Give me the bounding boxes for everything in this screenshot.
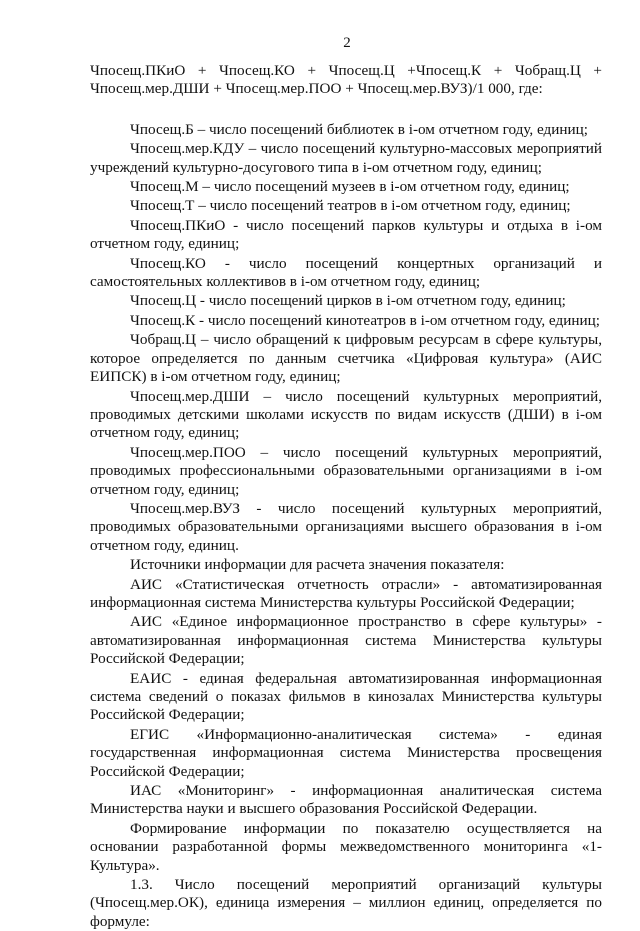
paragraph: Чобращ.Ц – число обращений к цифровым ресурсам в сфере культуры, которое определяется по данным счетчика «Цифровая культура» (АИС ЕИПСК) в i-ом отчетном году, единиц;: [90, 331, 602, 386]
paragraph: Чпосещ.мер.ВУЗ - число посещений культурных мероприятий, проводимых образовательными организациями высшего образования в i-ом отчетном году, единиц.: [90, 499, 602, 554]
paragraph: Чпосещ.Т – число посещений театров в i-ом отчетном году, единиц;: [130, 197, 571, 215]
paragraph: Формирование информации по показателю осуществляется на основании разработанной формы межведомственного мониторинга «1-Культура».: [90, 819, 602, 874]
paragraph: Чпосещ.М – число посещений музеев в i-ом отчетном году, единиц;: [130, 178, 570, 196]
paragraph: ЕГИС «Информационно-аналитическая система» - единая государственная информационная система Министерства просвещения Российской Федерации;: [90, 725, 602, 780]
paragraph: Чпосещ.Ц - число посещений цирков в i-ом отчетном году, единиц;: [130, 292, 566, 310]
paragraph: ЕАИС - единая федеральная автоматизированная информационная система сведений о показах фильмов в кинозалах Министерства культуры Российской Федерации;: [90, 669, 602, 724]
paragraph: Чпосещ.мер.ПОО – число посещений культурных мероприятий, проводимых профессиональными образовательными организациями в i-ом отчетном году, единиц;: [90, 443, 602, 498]
formula-line: Чпосещ.ПКиО + Чпосещ.КО + Чпосещ.Ц +Чпосещ.К + Чобращ.Ц + Чпосещ.мер.ДШИ + Чпосещ.мер.ПОО + Чпосещ.мер.ВУЗ)/1 000, где:: [90, 62, 602, 98]
paragraph: Чпосещ.КО - число посещений концертных организаций и самостоятельных коллективов в i-ом отчетном году, единиц;: [90, 254, 602, 291]
paragraph: Чпосещ.ПКиО - число посещений парков культуры и отдыха в i-ом отчетном году, единиц;: [90, 216, 602, 253]
paragraph: ИАС «Мониторинг» - информационная аналитическая система Министерства науки и высшего образования Российской Федерации.: [90, 782, 602, 818]
paragraph: Чпосещ.Б – число посещений библиотек в i-ом отчетном году, единиц;: [130, 120, 588, 138]
paragraph: АИС «Статистическая отчетность отрасли» - автоматизированная информационная система Министерства культуры Российской Федерации;: [90, 575, 602, 611]
paragraph: Чпосещ.мер.ДШИ – число посещений культурных мероприятий, проводимых детскими школами искусств по видам искусств (ДШИ) в i-ом отчетном году, единиц;: [90, 387, 602, 442]
paragraph: 1.3. Число посещений мероприятий организаций культуры (Чпосещ.мер.ОК), единица измерения – миллион единиц, определяется по формуле:: [90, 876, 602, 930]
page-number: 2: [343, 35, 351, 51]
paragraph-list: [90, 121, 602, 931]
paragraph: Источники информации для расчета значения показателя:: [130, 556, 505, 574]
paragraph: Чпосещ.мер.КДУ – число посещений культурно-массовых мероприятий учреждений культурно-досугового типа в i-ом отчетном году, единиц;: [90, 140, 602, 176]
paragraph: АИС «Единое информационное пространство в сфере культуры» - автоматизированная информационная система Министерства культуры Российской Федерации;: [90, 613, 602, 668]
paragraph: Чпосещ.К - число посещений кинотеатров в i-ом отчетном году, единиц;: [130, 311, 600, 329]
